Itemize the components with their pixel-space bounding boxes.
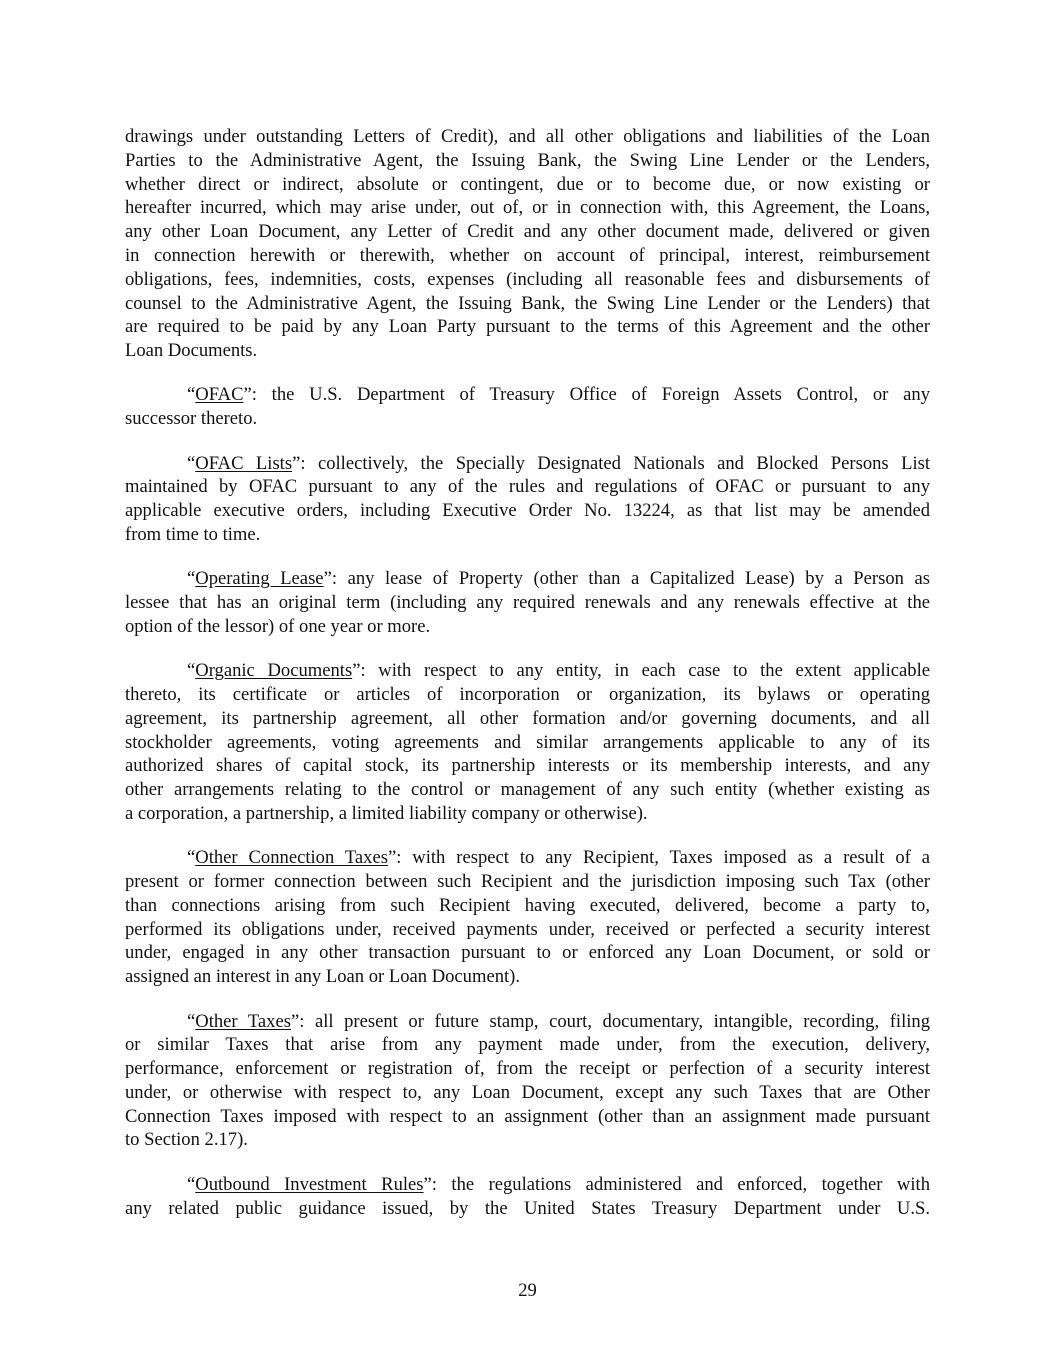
- text-line: [125, 1010, 930, 1034]
- text-line: lessee that has an original term (including any required renewals and any renewals effective at the: [125, 592, 930, 614]
- text-line: are required to be paid by any Loan Party pursuant to the terms of this Agreement and the other: [125, 316, 930, 338]
- open-quote: “: [187, 847, 196, 869]
- definition-paragraph: [125, 452, 930, 547]
- text-line: stockholder agreements, voting agreements and similar arrangements applicable to any of its: [125, 731, 930, 753]
- text-line: [125, 659, 930, 683]
- definition-text: ”: the regulations administered and enforced, together with: [423, 1173, 930, 1195]
- text-line: Parties to the Administrative Agent, the Issuing Bank, the Swing Line Lender or the Lenders,: [125, 149, 930, 171]
- text-line: performance, enforcement or registration of, from the receipt or perfection of a security interest: [125, 1058, 930, 1080]
- text-line: counsel to the Administrative Agent, the Issuing Bank, the Swing Line Lender or the Lenders) that: [125, 292, 930, 314]
- text-line: a corporation, a partnership, a limited liability company or otherwise).: [125, 802, 648, 824]
- definition-text: ”: with respect to any entity, in each case to the extent applicable: [352, 660, 930, 682]
- definition-text: ”: collectively, the Specially Designated Nationals and Blocked Persons List: [292, 452, 931, 474]
- defined-term: Outbound Investment Rules: [195, 1173, 424, 1195]
- open-quote: “: [187, 660, 196, 682]
- defined-term: Operating Lease: [195, 568, 324, 590]
- open-quote: “: [187, 384, 196, 406]
- definition-paragraph: [125, 659, 930, 826]
- text-line: to Section 2.17).: [125, 1129, 248, 1151]
- definition-paragraph: [125, 567, 930, 638]
- definition-paragraph: [125, 1010, 930, 1153]
- text-line: other arrangements relating to the control or management of any such entity (whether existing as: [125, 779, 930, 801]
- text-line: [125, 1173, 930, 1197]
- open-quote: “: [187, 568, 196, 590]
- text-line: [125, 567, 930, 591]
- text-line: thereto, its certificate or articles of incorporation or organization, its bylaws or operating: [125, 683, 930, 705]
- text-line: in connection herewith or therewith, whether on account of principal, interest, reimbursement: [125, 244, 930, 266]
- defined-term: Other Connection Taxes: [195, 847, 388, 869]
- text-line: [125, 846, 930, 870]
- defined-term: Organic Documents: [195, 660, 353, 682]
- text-line: whether direct or indirect, absolute or contingent, due or to become due, or now existing or: [125, 173, 930, 195]
- continuation-paragraph: [125, 125, 930, 363]
- text-line: obligations, fees, indemnities, costs, expenses (including all reasonable fees and disbursements of: [125, 268, 930, 290]
- text-line: any related public guidance issued, by the United States Treasury Department under U.S.: [125, 1197, 930, 1219]
- definition-text: ”: any lease of Property (other than a Capitalized Lease) by a Person as: [323, 568, 930, 590]
- definition-text: ”: the U.S. Department of Treasury Office of Foreign Assets Control, or any: [243, 384, 930, 406]
- text-line: authorized shares of capital stock, its partnership interests or its membership interests, and any: [125, 755, 930, 777]
- open-quote: “: [187, 1010, 196, 1032]
- page-number: 29: [518, 1280, 537, 1301]
- definition-paragraph: [125, 383, 930, 431]
- text-line: under, or otherwise with respect to, any Loan Document, except any such Taxes that are Other: [125, 1081, 930, 1103]
- text-line: option of the lessor) of one year or more.: [125, 615, 431, 637]
- text-line: successor thereto.: [125, 408, 258, 430]
- open-quote: “: [187, 1173, 196, 1195]
- text-line: Connection Taxes imposed with respect to an assignment (other than an assignment made pursuant: [125, 1105, 930, 1127]
- text-line: agreement, its partnership agreement, all other formation and/or governing documents, and all: [125, 707, 930, 729]
- text-line: from time to time.: [125, 523, 261, 545]
- text-line: any other Loan Document, any Letter of Credit and any other document made, delivered or given: [125, 221, 930, 243]
- text-line: or similar Taxes that arise from any payment made under, from the execution, delivery,: [125, 1034, 930, 1056]
- text-line: applicable executive orders, including Executive Order No. 13224, as that list may be amended: [125, 500, 930, 522]
- text-line: [125, 125, 930, 149]
- text-line: assigned an interest in any Loan or Loan Document).: [125, 966, 520, 988]
- text-line: than connections arising from such Recipient having executed, delivered, become a party to,: [125, 894, 930, 916]
- defined-term: Other Taxes: [195, 1010, 291, 1032]
- text-line: [125, 452, 930, 476]
- defined-term: OFAC: [195, 384, 244, 406]
- text-line: hereafter incurred, which may arise under, out of, or in connection with, this Agreement, the Loans,: [125, 197, 930, 219]
- text-line: Loan Documents.: [125, 340, 258, 362]
- text-line: maintained by OFAC pursuant to any of the rules and regulations of OFAC or pursuant to any: [125, 476, 930, 498]
- definition-text: ”: with respect to any Recipient, Taxes imposed as a result of a: [387, 847, 930, 869]
- document-page: [125, 125, 930, 1241]
- definition-text: drawings under outstanding Letters of Credit), and all other obligations and liabilities of the Loan: [125, 126, 930, 147]
- text-line: [125, 383, 930, 407]
- text-line: under, engaged in any other transaction pursuant to or enforced any Loan Document, or sold or: [125, 942, 930, 964]
- definition-text: ”: all present or future stamp, court, documentary, intangible, recording, filing: [290, 1010, 930, 1032]
- defined-term: OFAC Lists: [195, 452, 293, 474]
- text-line: performed its obligations under, received payments under, received or perfected a security interest: [125, 918, 930, 940]
- definition-paragraph: [125, 846, 930, 989]
- open-quote: “: [187, 452, 196, 474]
- definition-paragraph: [125, 1173, 930, 1221]
- text-line: present or former connection between such Recipient and the jurisdiction imposing such Tax (other: [125, 871, 930, 893]
